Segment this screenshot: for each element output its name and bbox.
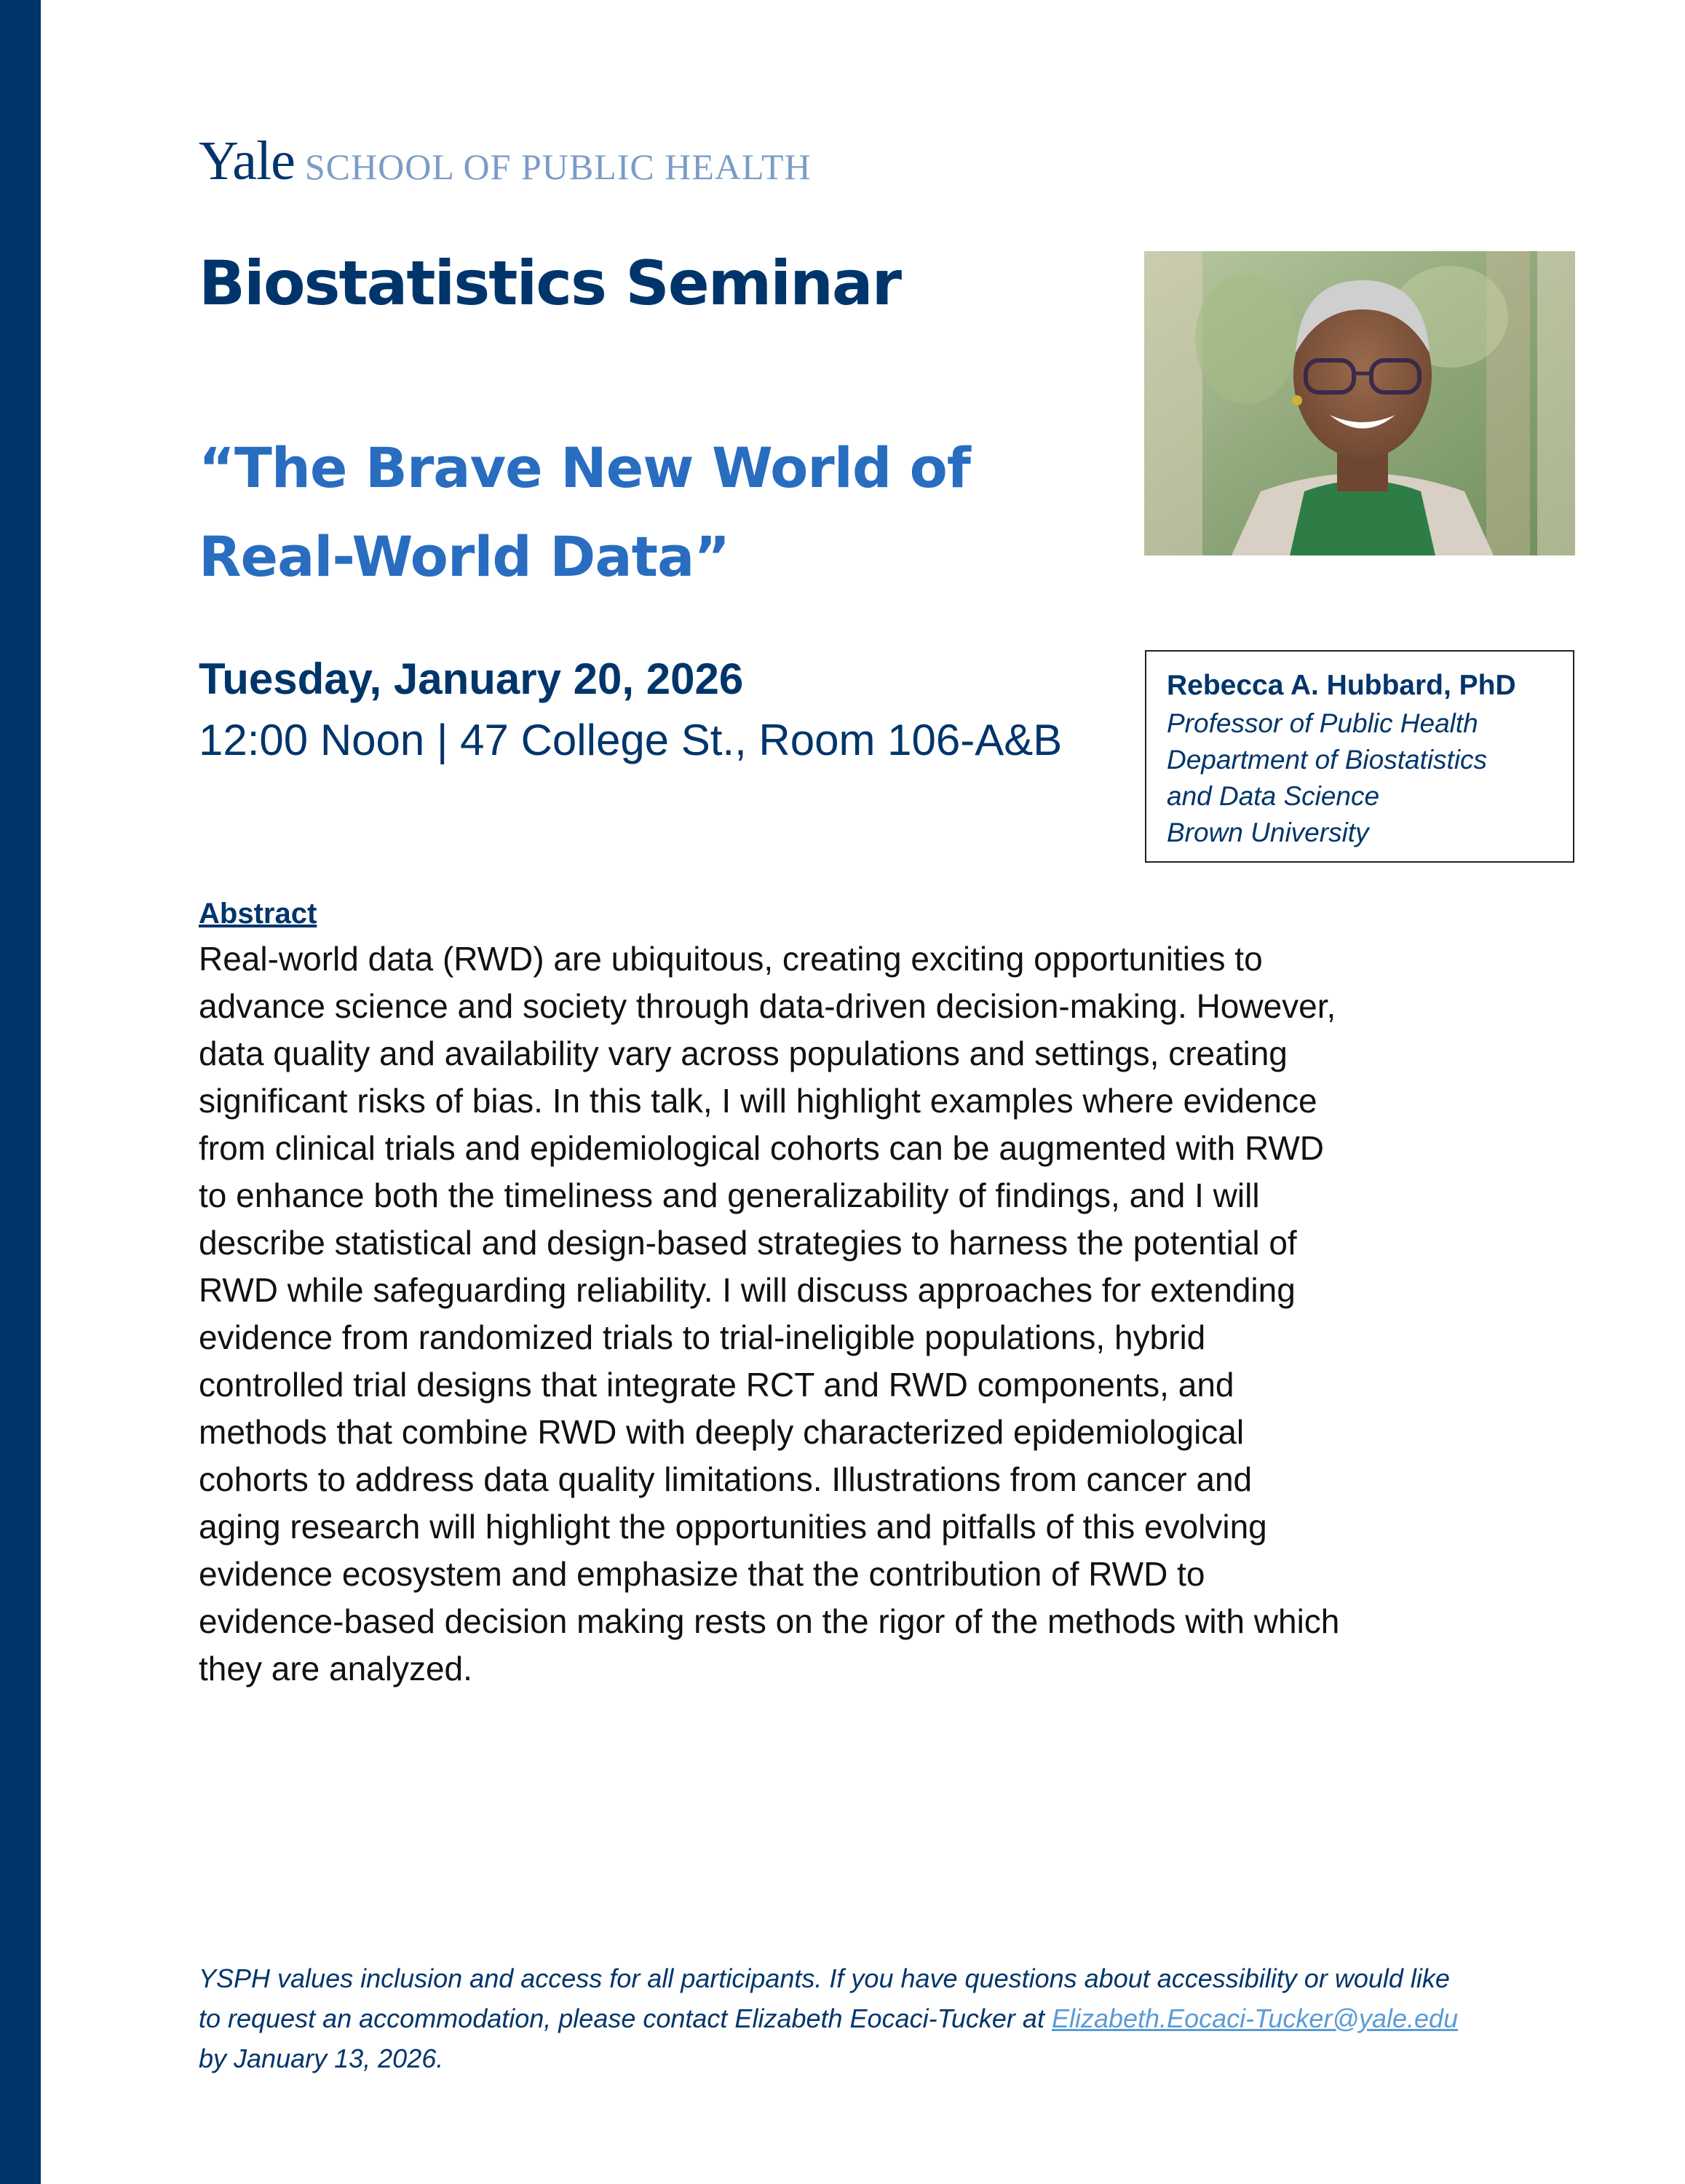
event-time-location: 12:00 Noon | 47 College St., Room 106-A&B [199,716,1063,764]
contact-email-link[interactable]: Elizabeth.Eocaci-Tucker@yale.edu [1051,2003,1459,2033]
speaker-department-line: Department of Biostatistics [1167,745,1488,775]
abstract-line: significant risks of bias. In this talk, I will highlight examples where evidence [199,1082,1317,1120]
talk-title [199,424,1109,601]
event-date: Tuesday, January 20, 2026 [199,654,744,703]
abstract-line: RWD while safeguarding reliability. I will discuss approaches for extending [199,1271,1296,1309]
abstract-line: Real-world data (RWD) are ubiquitous, creating exciting opportunities to [199,940,1263,978]
abstract-line: controlled trial designs that integrate RCT and RWD components, and [199,1366,1234,1404]
talk-title-line: “The Brave New World of [199,435,970,500]
abstract-line: methods that combine RWD with deeply characterized epidemiological [199,1413,1245,1451]
side-accent-bar [0,0,41,2184]
abstract-line: from clinical trials and epidemiological cohorts can be augmented with RWD [199,1129,1324,1167]
school-logo [199,130,812,193]
abstract-line: evidence from randomized trials to trial-ineligible populations, hybrid [199,1318,1206,1356]
speaker-title-line: Professor of Public Health [1167,708,1478,738]
talk-title-line: Real-World Data” [199,524,730,589]
logo-yale: Yale [199,130,295,191]
accessibility-note-line: by January 13, 2026. [199,2043,444,2073]
abstract-heading: Abstract [199,898,317,930]
abstract-line: describe statistical and design-based strategies to harness the potential of [199,1224,1297,1262]
speaker-department-line: and Data Science [1167,781,1380,811]
abstract-line: cohorts to address data quality limitations. Illustrations from cancer and [199,1460,1253,1498]
speaker-info-box [1145,650,1574,863]
abstract-line: to enhance both the timeliness and generalizability of findings, and I will [199,1176,1260,1214]
seminar-title: Biostatistics Seminar [199,248,900,319]
accessibility-note [199,1958,1582,2078]
speaker-name: Rebecca A. Hubbard, PhD [1167,670,1516,701]
logo-school-name: SCHOOL OF PUBLIC HEALTH [304,146,812,187]
accessibility-note-text: to request an accommodation, please contact Elizabeth Eocaci-Tucker at [199,2003,1052,2033]
speaker-photo [1144,251,1575,555]
abstract-line: advance science and society through data-driven decision-making. However, [199,987,1336,1025]
abstract-body [199,935,1582,1693]
abstract-line: evidence ecosystem and emphasize that the contribution of RWD to [199,1555,1205,1593]
abstract-line: aging research will highlight the opportunities and pitfalls of this evolving [199,1508,1267,1546]
abstract-line: data quality and availability vary across populations and settings, creating [199,1034,1288,1072]
accessibility-note-line: YSPH values inclusion and access for all participants. If you have questions about accessibility or would like [199,1963,1450,1993]
speaker-institution-line: Brown University [1167,818,1369,847]
accessibility-note-line [199,1998,1582,2038]
abstract-line: they are analyzed. [199,1650,472,1688]
abstract-line: evidence-based decision making rests on the rigor of the methods with which [199,1602,1340,1640]
